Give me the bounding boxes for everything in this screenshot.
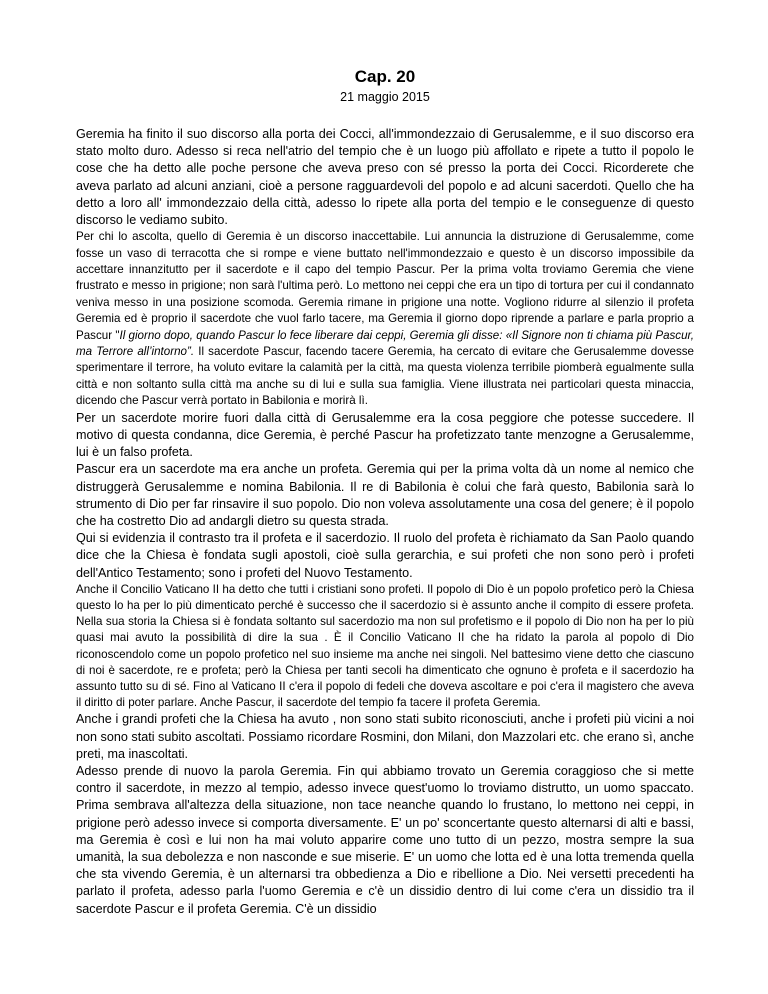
paragraph: Adesso prende di nuovo la parola Geremia. Fin qui abbiamo trovato un Geremia coraggioso che si mette contro il sacerdote, in mezzo al tempio, adesso invece quest'uomo lo troviamo distrutto, un uomo spaccato. Prima sembrava all'altezza della situazione, non tace neanche quando lo frustano, lo mettono nei ceppi, in prigione però adesso invece si comporta diversamente. E' un po' sconcertante questo alternarsi di alti e bassi, ma Geremia è così e lui non ha mai voluto apparire come uno tutto di un pezzo, mostra sempre la sua umanità, la sua debolezza e non nasconde e sue miserie. E' un uomo che lotta ed è una lotta tremenda quella che sta vivendo Geremia, è un alternarsi tra obbedienza a Dio e ribellione a Dio. Nei versetti precedenti ha parlato il profeta, adesso parla l'uomo Geremia e c'è un dissidio dentro di lui come c'era un dissidio tra il sacerdote Pascur e il profeta Geremia. C'è un dissidio [76, 763, 694, 916]
paragraph-text: Per chi lo ascolta, quello di Geremia è un discorso inaccettabile. Lui annuncia la distruzione di Gerusalemme, come fosse un vaso di terracotta che si rompe e viene buttato nell'immondezzaio e questo è un discorso impossibile da accettare innanzitutto per il sacerdote e il capo del tempio Pascur. Per la prima volta troviamo Geremia che viene frustrato e messo in prigione; non sarà l'ultima però. Lo mettono nei ceppi che era un tipo di tortura per cui il condannato veniva messo in una posizione scomoda. Geremia rimane in prigione una notte. Vogliono ridurre al silenzio il profeta Geremia ed è proprio il sacerdote che vuol farlo tacere, ma Geremia il giorno dopo riprende a parlare e parla proprio a Pascur [76, 230, 694, 342]
document-date: 21 maggio 2015 [340, 90, 430, 104]
paragraph: Anche i grandi profeti che la Chiesa ha avuto , non sono stati subito riconosciuti, anche i profeti più vicini a noi non sono stati subito ascoltati. Possiamo ricordare Rosmini, don Milani, don Mazzolari etc. che erano sì, anche preti, ma inascoltati. [76, 712, 694, 761]
paragraph: Geremia ha finito il suo discorso alla porta dei Cocci, all'immondezzaio di Gerusalemme, e il suo discorso era stato molto duro. Adesso si reca nell'atrio del tempio che è un luogo più affollato e ripete a tutto il popolo le cose che ha detto alle poche persone che aveva preso con sé presso la porta dei Cocci. Ricorderete che aveva parlato ad alcuni anziani, cioè a persone ragguardevoli del popolo e ad alcuni sacerdoti. Quello che ha detto a loro all' immondezzaio della città, adesso lo ripete alla porta del tempio e le conseguenze di questo discorso le vediamo subito. [76, 127, 694, 228]
chapter-title: Cap. 20 [354, 67, 416, 86]
paragraph: Qui si evidenzia il contrasto tra il profeta e il sacerdozio. Il ruolo del profeta è richiamato da San Paolo quando dice che la Chiesa è fondata sugli apostoli, cioè sulla gerarchia, e sui profeti che non sono però i profeti dell'Antico Testamento; sono i profeti del Nuovo Testamento. [76, 531, 694, 580]
quotation: Il giorno dopo, quando Pascur lo fece liberare dai ceppi, Geremia gli disse: «Il Signore non ti chiama più Pascur, ma Terrore all’intorno”. [76, 328, 694, 359]
paragraph-text: Il sacerdote Pascur, facendo tacere Geremia, ha cercato di evitare che Gerusalemme dovesse sperimentare il terrore, ha voluto evitare la calamità per la città, ma questa violenza terribile piomberà egualmente sulla città e non soltanto sulla città ma anche su di lui e sulla sua famiglia. Viene illustrata nei particolari questa minaccia, dicendo che Pascur verrà portato in Babilonia e morirà lì. [76, 345, 694, 408]
quote-mark: " [115, 328, 120, 342]
paragraph: Pascur era un sacerdote ma era anche un profeta. Geremia qui per la prima volta dà un nome al nemico che distruggerà Gerusalemme e nomina Babilonia. Il re di Babilonia è colui che farà questo, Babilonia sarà lo strumento di Dio per far rinsavire il suo popolo. Dio non voleva assolutamente una cosa del genere; è il popolo che ha costretto Dio ad andargli dietro su questa strada. [76, 462, 694, 528]
paragraph: Anche il Concilio Vaticano II ha detto che tutti i cristiani sono profeti. Il popolo di Dio è un popolo profetico però la Chiesa questo lo ha per lo più dimenticato perché è successo che il sacerdozio si è assunto anche il compito di essere profeta. Nella sua storia la Chiesa si è fondata soltanto sul sacerdozio ma non sul profetismo e il popolo di Dio non ha per lo più quasi mai avuto la possibilità di dire la sua . È il Concilio Vaticano II che ha ridato la parola al popolo di Dio riconoscendolo come un popolo profetico nel suo insieme ma anche nei singoli. Nel battesimo viene detto che ciascuno di noi è sacerdote, re e profeta; però la Chiesa per tanti secoli ha dimenticato che ognuno è profeta e il sacerdozio ha assunto tutto su di sé. Fino al Vaticano II c'era il popolo di fedeli che doveva ascoltare e poi c'era il magistero che aveva il diritto di poter parlare. Anche Pascur, il sacerdote del tempio fa tacere il profeta Geremia. [76, 582, 694, 710]
paragraph: Per un sacerdote morire fuori dalla città di Gerusalemme era la cosa peggiore che potesse succedere. Il motivo di questa condanna, dice Geremia, è perché Pascur ha profetizzato tante menzogne a Gerusalemme, lui è un falso profeta. [76, 410, 694, 460]
document-page [76, 66, 694, 918]
paragraph [76, 229, 694, 409]
